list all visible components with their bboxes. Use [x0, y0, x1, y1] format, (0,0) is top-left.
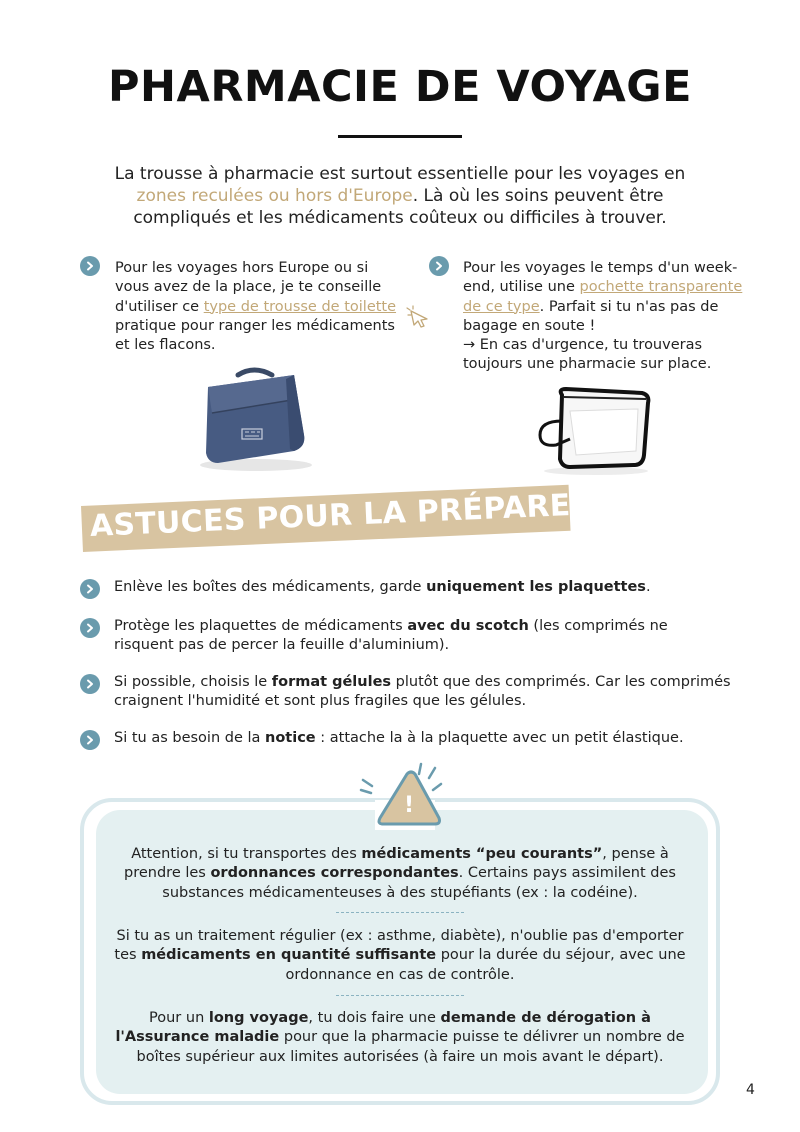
intro-line: La trousse à pharmacie est surtout essentielle pour les voyages en — [114, 164, 686, 184]
text-line: ordonnance en cas de contrôle. — [285, 966, 515, 983]
toiletry-bag-link[interactable]: type de trousse de toilette — [203, 298, 397, 315]
text-segment: Pour un — [149, 1010, 209, 1026]
text-line: Si tu as un traitement régulier (ex : asthme, diabète), n'oublie pas d'emporter — [116, 928, 684, 944]
text-segment: Attention, si tu transportes des — [131, 846, 362, 862]
chevron-right-icon — [80, 579, 100, 599]
section-heading: ASTUCES POUR LA PRÉPARER — [89, 487, 595, 544]
text-segment: , tu dois faire une — [308, 1010, 441, 1026]
tip-text — [114, 673, 731, 712]
text-line: et les flacons. — [115, 337, 216, 354]
warning-symbol: ! — [403, 793, 415, 818]
intro-highlight: zones reculées ou hors d'Europe — [136, 186, 413, 206]
tip-item — [80, 729, 760, 750]
warning-paragraph — [110, 1009, 690, 1067]
text-line — [463, 298, 742, 317]
emphasis: demande de dérogation à — [440, 1010, 651, 1026]
chevron-right-icon — [80, 674, 100, 694]
intro-line: compliqués et les médicaments coûteux ou difficiles à trouver. — [133, 208, 667, 228]
text-segment: . Parfait si tu n'as pas de — [539, 298, 719, 315]
text-segment: . Certains pays assimilent des — [458, 865, 676, 882]
text-line: craignent l'humidité et sont plus fragiles que les gélules. — [114, 693, 527, 710]
page-number: 4 — [746, 1082, 755, 1098]
emphasis: avec du scotch — [407, 618, 529, 634]
text-line: boîtes supérieur aux limites autorisées (à faire un mois avant le départ). — [136, 1048, 664, 1065]
chevron-right-icon — [80, 730, 100, 750]
toiletry-bag-image — [190, 365, 320, 475]
page-title: PHARMACIE DE VOYAGE — [108, 62, 692, 112]
transparent-pouch-link[interactable]: pochette transparente — [579, 279, 743, 296]
warning-paragraph — [110, 927, 690, 985]
tip-text — [114, 578, 651, 597]
emphasis: l'Assurance maladie — [115, 1029, 280, 1046]
emphasis: médicaments en quantité suffisante — [141, 947, 437, 964]
text-line: risquent pas de percer la feuille d'aluminium). — [114, 637, 450, 654]
dashed-divider — [336, 995, 464, 996]
transparent-pouch-link-cont[interactable]: de ce type — [463, 298, 540, 315]
text-line: substances médicamenteuses à des stupéfiants (ex : la codéine). — [162, 884, 638, 901]
emphasis: uniquement les plaquettes — [426, 579, 646, 595]
text-segment: . — [645, 579, 651, 595]
chevron-right-icon — [80, 618, 100, 638]
tip-item — [80, 617, 760, 656]
text-segment: Si tu as besoin de la — [114, 730, 266, 746]
text-segment: Enlève les boîtes des médicaments, garde — [114, 579, 427, 595]
text-segment: : attache la à la plaquette avec un petit élastique. — [315, 730, 684, 746]
emphasis: ordonnances correspondantes — [210, 865, 459, 882]
intro-line — [60, 185, 740, 207]
text-segment: pour la durée du séjour, avec une — [436, 947, 686, 964]
text-line: vous avez de la place, je te conseille — [115, 279, 382, 296]
pointer-hand-icon — [405, 305, 437, 329]
intro-paragraph — [60, 163, 740, 229]
intro-text: . Là où les soins peuvent être — [412, 186, 664, 206]
left-column-text — [115, 259, 396, 355]
text-segment: (les comprimés ne — [528, 618, 668, 634]
tip-text — [114, 617, 668, 656]
text-line: pratique pour ranger les médicaments — [115, 317, 395, 334]
text-line — [463, 278, 742, 297]
text-line — [115, 298, 396, 317]
right-column-text — [463, 259, 742, 375]
emphasis: long voyage — [208, 1010, 309, 1026]
text-segment: Protège les plaquettes de médicaments — [114, 618, 408, 634]
text-line: Pour les voyages le temps d'un week- — [463, 260, 738, 276]
emphasis: notice — [265, 730, 316, 746]
tip-item — [80, 578, 760, 599]
tip-item — [80, 673, 760, 712]
tip-text — [114, 729, 684, 748]
title-divider — [338, 135, 462, 138]
text-segment: end, utilise une — [463, 279, 580, 296]
text-segment: plutôt que des comprimés. Car les comprimés — [391, 674, 731, 690]
emphasis: format gélules — [271, 674, 392, 690]
text-line: Pour les voyages hors Europe ou si — [115, 260, 369, 276]
warning-paragraph — [110, 845, 690, 903]
chevron-right-icon — [80, 256, 100, 276]
text-segment: prendre les — [124, 865, 211, 882]
emphasis: médicaments “peu courants” — [361, 846, 603, 862]
text-segment: pour que la pharmacie puisse te délivrer un nombre de — [279, 1029, 685, 1046]
chevron-right-icon — [429, 256, 449, 276]
dashed-divider — [336, 912, 464, 913]
text-segment: , pense à — [602, 846, 669, 862]
text-line: bagage en soute ! — [463, 317, 596, 334]
text-segment: Si possible, choisis le — [114, 674, 272, 690]
text-line: toujours une pharmacie sur place. — [463, 356, 712, 373]
warning-icon — [355, 760, 450, 832]
transparent-pouch-image — [500, 385, 660, 480]
text-segment: tes — [114, 947, 142, 964]
text-line: → En cas d'urgence, tu trouveras — [463, 337, 703, 354]
text-segment: d'utiliser ce — [115, 298, 204, 315]
